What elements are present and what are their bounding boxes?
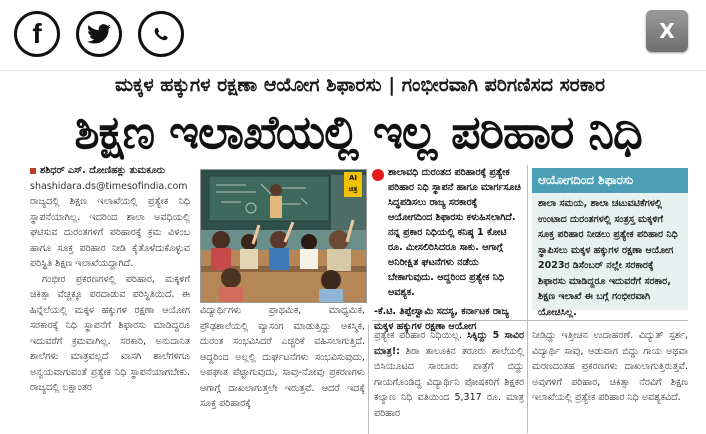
ai-image-badge: AI ಚಿತ್ರ [344, 172, 362, 197]
article-paragraph: ನೀಡಿದ್ದು ಇತ್ತೀಚಿನ ಉದಾಹರಣೆ. ವಿದ್ಯುತ್ ಸ್ಪರ್ಶ, ವಿದ್ಯಾರ್ಥಿ ಸಾವು, ಆಡುವಾಗ ಬಿದ್ದು ಗಾಯ ಅಥವಾ ಮರಣದಂತಹ ಪ್ರಕರಣಗಳು ದಾಖಲಾಗುತ್ತಿರುತ್ತವೆ. ಅವುಗಳಿಗೆ ಪರಿಹಾರ, ಚಿಕಿತ್ಸಾ ನೆರವಿಗೆ ಶಿಕ್ಷಣ ಇಲಾಖೆಯಲ್ಲಿ ಪ್ರತ್ಯೇಕ ಪರಿಹಾರ ನಿಧಿ ಅವಶ್ಯಕವಿದೆ. [532, 330, 688, 403]
phone-handset-icon [148, 21, 174, 47]
article-paragraph: ರಾಜ್ಯದಲ್ಲಿ ಶಿಕ್ಷಣ ಇಲಾಖೆಯಲ್ಲಿ ಪ್ರತ್ಯೇಕ ನಿಧಿ ಸ್ಥಾಪನೆಯಾಗಿಲ್ಲ. ಇದರಿಂದ ಶಾಲಾ ಅವಧಿಯಲ್ಲಿ ಘಟಿಸುವ ದುರಂತಗಳಿಗೆ ಪರಿಹಾರಕ್ಕೆ ಕ್ರಮ ವಿಳಂಬ ಹಾಗೂ ಸೂಕ್ತ ಪರಿಹಾರ ನೀಡಿ ಕೈತೊಳೆದುಕೊಳ್ಳುವ ಪರಿಸ್ಥಿತಿ ಶಿಕ್ಷಣ ಇಲಾಖೆಯದ್ದಾಗಿದೆ. [30, 196, 190, 269]
recommendation-box-title: ಆಯೋಗದಿಂದ ಶಿಫಾರಸು [532, 168, 688, 193]
recommendation-box [532, 168, 688, 318]
quote-attribution: -ಕೆ.ಟಿ. ತಿಪ್ಪೇಸ್ವಾಮಿ ಸದಸ್ಯ, ಕರ್ನಾಟಕ ರಾಜ್ಯ ಮಕ್ಕಳ ಹಕ್ಕುಗಳ ರಕ್ಷಣಾ ಆಯೋಗ [374, 306, 509, 332]
pull-quote [374, 165, 522, 332]
kicker-line: ಮಕ್ಕಳ ಹಕ್ಕುಗಳ ರಕ್ಷಣಾ ಆಯೋಗ ಶಿಫಾರಸು | ಗಂಭೀರವಾಗಿ ಪರಿಗಣಿಸದ ಸರಕಾರ [114, 74, 606, 96]
byline-text: ಶಶಿಧರ್ ಎಸ್. ದೋಣಿಹಕ್ಲು ತುಮಕೂರು [40, 165, 165, 176]
article-paragraph: ಗಂಭೀರ ಪ್ರಕರಣಗಳಲ್ಲಿ ಪರಿಹಾರ, ಮಕ್ಕಳಿಗೆ ಚಿಕಿತ್ಸಾ ವೆಚ್ಚಕ್ಕೂ ಪರದಾಡುವ ಪರಿಸ್ಥಿತಿಯಿದೆ. ಈ ಹಿನ್ನೆಲೆಯಲ್ಲಿ ಮಕ್ಕಳ ಹಕ್ಕುಗಳ ರಕ್ಷಣಾ ಆಯೋಗ ಸರಕಾರಕ್ಕೆ ನಿಧಿ ಸ್ಥಾಪನೆಗೆ ಶಿಫಾರಸು ಮಾಡಿದ್ದರೂ ಇದುವರೆಗೆ ಕ್ರಮವಾಗಿಲ್ಲ. ಸರಕಾರಿ, ಅನುದಾನಿತ ಶಾಲೆಗಳು ಮಾತ್ರವಲ್ಲದೆ ಖಾಸಗಿ ಶಾಲೆಗಳಿಗೂ ಅನ್ವಯವಾಗುವಂತೆ ಪ್ರತ್ಯೇಕ ನಿಧಿ ಸ್ಥಾಪನೆಯಾಗಬೇಕು. ರಾಜ್ಯದಲ್ಲಿ ಲಕ್ಷಾಂತರ [30, 273, 190, 393]
quote-text: ಶಾಲಾವಧಿ ದುರಂತದ ಪರಿಹಾರಕ್ಕೆ ಪ್ರತ್ಯೇಕ ಪರಿಹಾರ ನಿಧಿ ಸ್ಥಾಪನೆ ಹಾಗೂ ಮಾರ್ಗಸೂಚಿ ಸಿದ್ಧಪಡಿಸಲು ರಾಜ್ಯ ಸರಕಾರಕ್ಕೆ ಆಯೋಗದಿಂದ ಶಿಫಾರಸು ಕಳುಹಿಸಲಾಗಿದೆ. ನನ್ನ ಪ್ರಕಾರ ನಿಧಿಯಲ್ಲಿ ಕನಿಷ್ಠ 1 ಕೋಟಿ ರೂ. ಮೀಸಲಿರಿಸಿದರೂ ಸಾಕು. ಆಗಾಗ್ಗೆ ಅನಿರೀಕ್ಷಿತ ಘಟನೆಗಳು ನಡೆಯ ಬೇಕಾಗುವುದು. ಆದ್ದರಿಂದ ಪ್ರತ್ಯೇಕ ನಿಧಿ ಅವಶ್ಯಕ. [388, 167, 521, 298]
classroom-illustration [201, 170, 366, 302]
bullet-square-icon [30, 168, 36, 174]
page-title: ಶಿಕ್ಷಣ ಇಲಾಖೆಯಲ್ಲಿ ಇಲ್ಲ ಪರಿಹಾರ ನಿಧಿ [74, 105, 642, 159]
red-dot-icon [372, 169, 384, 181]
article-paragraph: ವಿದ್ಯಾರ್ಥಿಗಳು ಪ್ರಾಥಮಿಕ, ಮಾಧ್ಯಮಿಕ, ಪ್ರೌಢಶಾಲೆಯಲ್ಲಿ ವ್ಯಾಸಂಗ ಮಾಡುತ್ತಿದ್ದು ಆಕಸ್ಮಿಕ, ದುರಂತ ಸಂಭವಿಸಿದರೆ ಎಚ್ಚರಿಕೆ ವಹಿಸಲಾಗುತ್ತಿದೆ. ಆದ್ದರಿಂದ ಅಲ್ಲಲ್ಲಿ ದುರ್ಘಟನೆಗಳು ಸಂಭವಿಸುವುದು, ಅಪಘಾತ ಪೆಟ್ಟಾಗುವುದು, ಸಾವು-ನೋವು ಪ್ರಕರಣಗಳು ಆಗಾಗ್ಗೆ ದಾಖಲಾಗುತ್ತಲೇ ಇರುತ್ತವೆ. ಆದರೆ ಇದಕ್ಕೆ ಸೂಕ್ತ ಪರಿಹಾರಕ್ಕೆ [200, 305, 365, 409]
column-divider [527, 165, 528, 433]
subheading-inline: ಸಿಕ್ಕಿದ್ದು 5 ಸಾವಿರ ಮಾತ್ರ!: [374, 330, 524, 357]
article-paragraph: ಪ್ರತ್ಯೇಕ ಪರಿಹಾರ ನಿಧಿಯಿಲ್ಲ. [374, 330, 463, 341]
whatsapp-icon[interactable] [138, 11, 184, 57]
article-column-2 [200, 303, 365, 433]
article-column-1 [30, 163, 190, 433]
article-photo [200, 169, 367, 303]
article-column-4 [532, 328, 688, 433]
share-bar [0, 0, 706, 71]
close-icon: X [659, 19, 675, 43]
byline [30, 163, 190, 179]
recommendation-box-body: ಶಾಲಾ ಸಮಯ, ಶಾಲಾ ಚಟುವಟಿಕೆಗಳಲ್ಲಿ ಉಂಟಾದ ದುರಂತಗಳಲ್ಲಿ ಸಂತ್ರಸ್ತ ಮಕ್ಕಳಿಗೆ ಸೂಕ್ತ ಪರಿಹಾರ ನೀಡಲು ಪ್ರತ್ಯೇಕ ಪರಿಹಾರ ನಿಧಿ ಸ್ಥಾಪಿಸಲು ಮಕ್ಕಳ ಹಕ್ಕುಗಳ ರಕ್ಷಣಾ ಆಯೋಗ 2023ರ ಡಿಸೆಂಬರ್ ನಲ್ಲೇ ಸರಕಾರಕ್ಕೆ ಶಿಫಾರಸು ಮಾಡಿದ್ದರೂ ಇದುವರೆಗೆ ಸರಕಾರ, ಶಿಕ್ಷಣ ಇಲಾಖೆ ಈ ಬಗ್ಗೆ ಗಂಭೀರವಾಗಿ ಯೋಚಿಸಿಲ್ಲ. [538, 198, 678, 318]
twitter-icon[interactable] [76, 11, 122, 57]
facebook-icon[interactable] [14, 11, 60, 57]
close-button[interactable] [646, 10, 688, 52]
facebook-glyph: f [32, 18, 42, 49]
article-column-3 [374, 328, 524, 433]
column-divider [368, 325, 369, 434]
section-divider [372, 320, 688, 321]
author-email[interactable]: shashidara.ds@timesofindia.com [30, 180, 188, 192]
twitter-bird-icon [86, 21, 112, 47]
article-paragraph: ಶಿರಾ ತಾಲೂಕಿನ ತರೂರು ಶಾಲೆಯಲ್ಲಿ ಬಿಸಿಯೂಟದ ಸಾಂಬಾರು ಪಾತ್ರೆಗೆ ಬಿದ್ದು ಗಾಯಗೊಂಡಿದ್ದ ವಿದ್ಯಾರ್ಥಿನಿ ಪೋಷಕರಿಗೆ ಶಿಕ್ಷಕರ ಕಲ್ಯಾಣ ನಿಧಿ ವತಿಯಿಂದ 5,317 ರೂ. ಮಾತ್ರ ಪರಿಹಾರ [374, 345, 524, 419]
